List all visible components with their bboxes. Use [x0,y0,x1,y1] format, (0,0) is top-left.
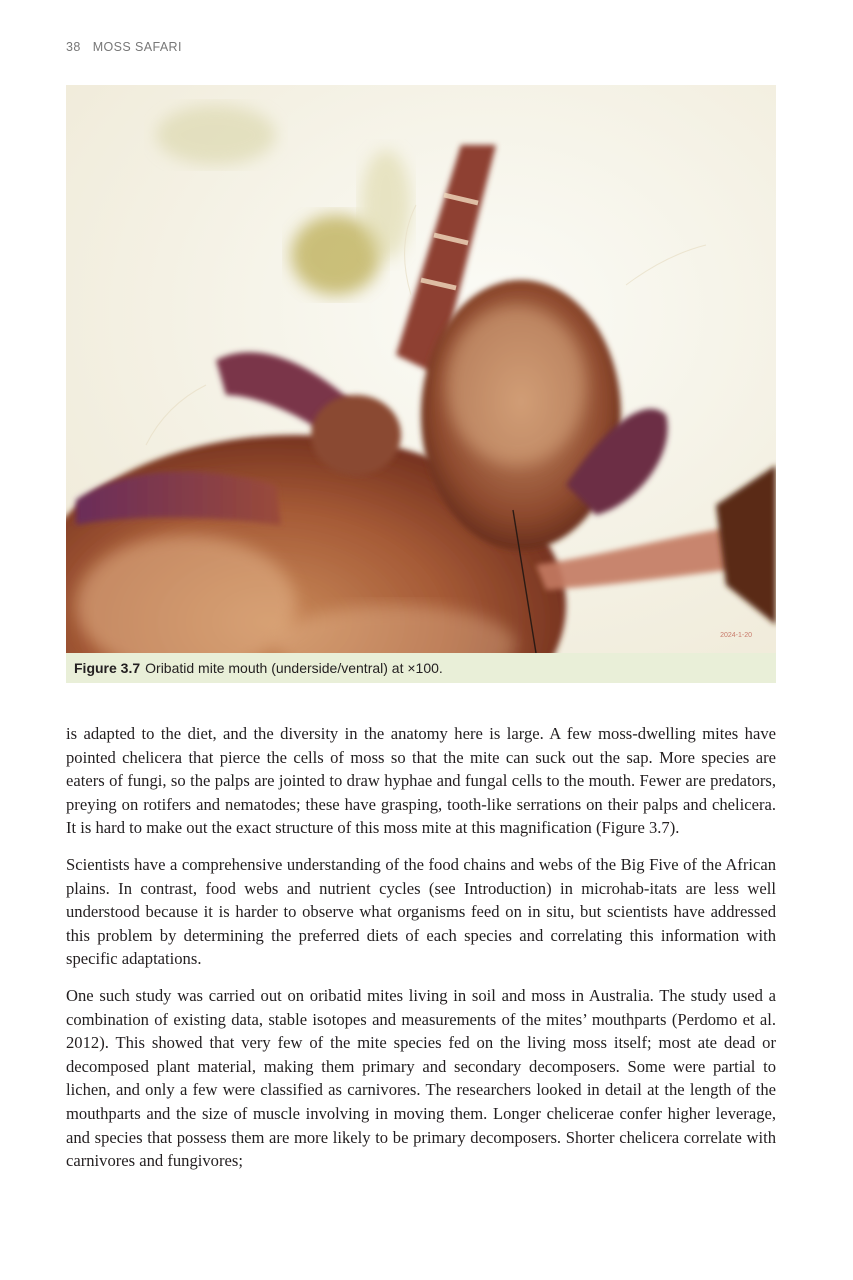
figure [66,85,776,683]
paragraph-2: Scientists have a comprehensive understanding of the food chains and webs of the Big Five of the African plains. In contrast, food webs and nutrient cycles (see Introduction) in microhab-itats are less well understood because it is harder to observe what organisms feed on in situ, but scientists have addressed this problem by determining the preferred diets of each species and correlating this information with specific adaptations. [66,854,776,969]
mite-illustration [66,85,776,653]
figure-caption-text: Oribatid mite mouth (underside/ventral) at ×100. [145,660,443,676]
figure-caption [66,653,776,683]
mite-micrograph [66,85,776,653]
book-title: MOSS SAFARI [92,40,182,54]
figure-label: Figure 3.7 [74,660,141,676]
paragraph-1: is adapted to the diet, and the diversity in the anatomy here is large. A few moss-dwelling mites have pointed chelicera that pierce the cells of moss so that the mite can suck out the sap. More species are eaters of fungi, so the palps are jointed to draw hyphae and fungal cells to the mouth. Fewer are predators, preying on rotifers and nematodes; these have grasping, tooth-like serrations on their palps and chelicera. It is hard to make out the exact structure of this moss mite at this magnification (Figure 3.7). [66,724,776,838]
photo-date-stamp: 2024-1-20 [720,632,752,639]
paragraph-3: One such study was carried out on oribatid mites living in soil and moss in Australia. The study used a combination of existing data, stable isotopes and measurements of the mites’ mouthparts (Perdomo et al. 2012). This showed that very few of the mite species fed on the living moss itself; most ate dead or decomposed plant material, making them primary and secondary decomposers. Some were partial to lichen, and only a few were classified as carnivores. The researchers looked in detail at the length of the mouthparts and the size of muscle involving in moving them. Longer chelicerae confer higher leverage, and species that possess them are more likely to be primary decomposers. Shorter chelicera correlate with carnivores and fungivores; [66,985,776,1171]
running-head [66,40,182,54]
page-number: 38 [66,40,81,54]
body-text [66,722,776,1186]
